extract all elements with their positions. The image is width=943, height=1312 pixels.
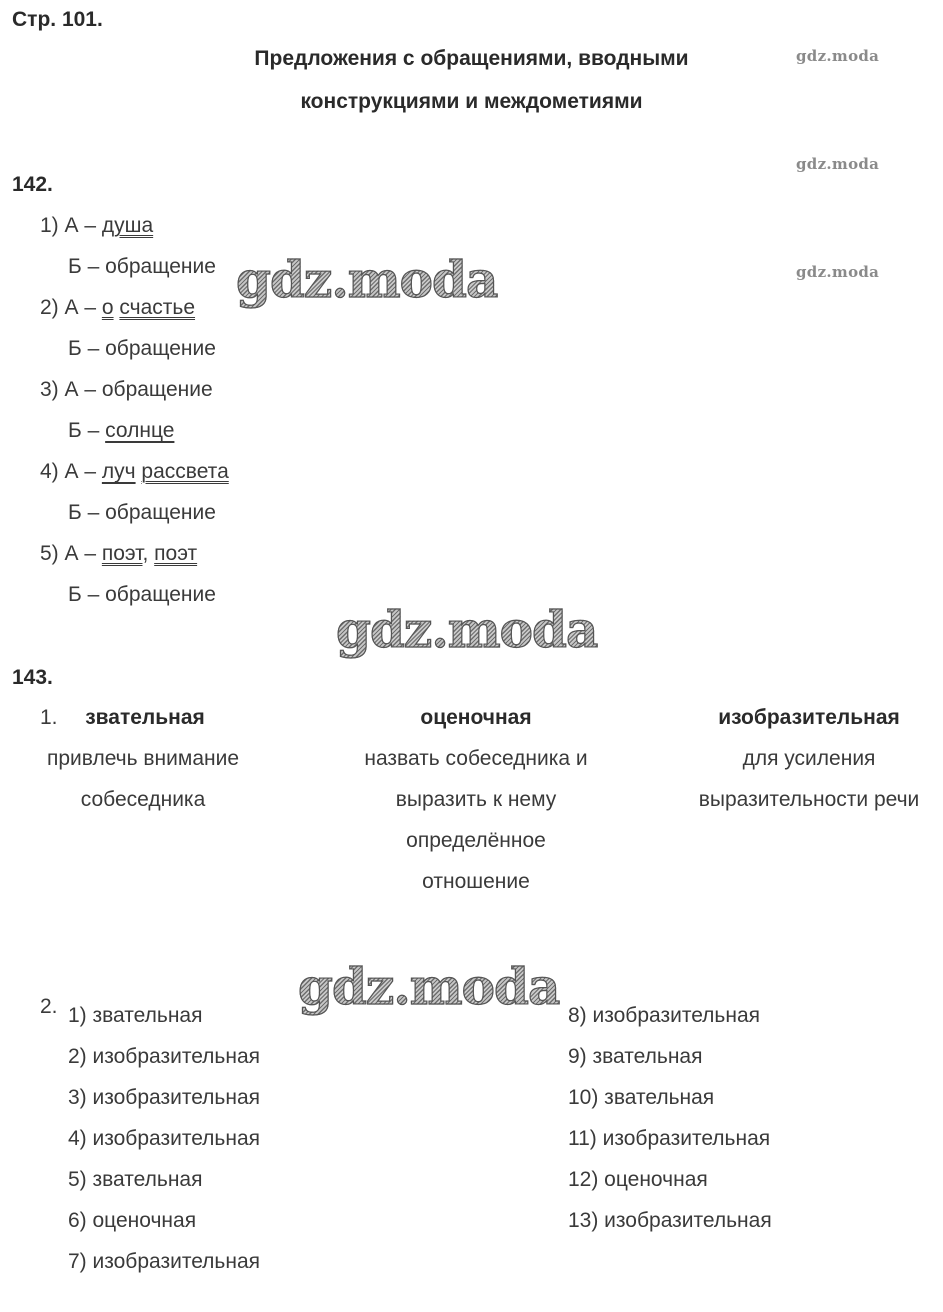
list-item: 5) звательная (68, 1168, 203, 1191)
watermark-large: gdz.moda (298, 957, 560, 1016)
page-label: Стр. 101. (12, 8, 103, 31)
column-line: привлечь внимание (46, 747, 239, 770)
subject-word: луч (101, 460, 136, 483)
watermark-large: gdz.moda (336, 600, 598, 659)
list-item: 10) звательная (568, 1086, 715, 1109)
column-evaluative (336, 697, 616, 902)
ex142-item-4b: Б – обращение (68, 501, 216, 524)
exercise-143-number: 143. (12, 666, 53, 689)
list-item: 9) звательная (568, 1045, 703, 1068)
part2-left-list (68, 995, 260, 1282)
column-heading: звательная (85, 706, 205, 729)
list-item: 6) оценочная (68, 1209, 197, 1232)
column-line: назвать собеседника и (364, 747, 588, 770)
list-item: 7) изобразительная (68, 1250, 261, 1273)
watermark-small: gdz.moda (796, 47, 880, 65)
watermark-small: gdz.moda (796, 263, 880, 281)
ex143-part2-number: 2. (40, 995, 58, 1018)
column-line: определённое (406, 829, 546, 852)
subject-word: счастье (119, 296, 196, 319)
column-line: собеседника (80, 788, 206, 811)
ex142-item-3b: Б – солнце (68, 419, 175, 442)
ex142-item-2b: Б – обращение (68, 337, 216, 360)
subject-word: поэт (154, 542, 198, 565)
subject-word: солнце (105, 419, 175, 442)
list-item: 3) изобразительная (68, 1086, 261, 1109)
subject-word: о (101, 296, 114, 319)
ex142-item-1b: Б – обращение (68, 255, 216, 278)
column-line: отношение (422, 870, 530, 893)
watermark-large: gdz.moda (236, 250, 498, 309)
list-item: 4) изобразительная (68, 1127, 261, 1150)
list-item: 13) изобразительная (568, 1209, 772, 1232)
part2-right-list (568, 995, 772, 1241)
subject-word: рассвета (141, 460, 229, 483)
ex142-item-5b: Б – обращение (68, 583, 216, 606)
column-heading: оценочная (420, 706, 532, 729)
ex142-item-2a: 2) А – о счастье (40, 296, 196, 319)
subject-word: душа (101, 214, 154, 237)
list-item: 2) изобразительная (68, 1045, 261, 1068)
ex142-item-3a: 3) А – обращение (40, 378, 213, 401)
watermark-small: gdz.moda (796, 155, 880, 173)
list-item: 8) изобразительная (568, 1004, 761, 1027)
column-line: выразительности речи (698, 788, 920, 811)
list-item: 12) оценочная (568, 1168, 708, 1191)
ex142-item-1a: 1) А – душа (40, 214, 154, 237)
list-item: 1) звательная (68, 1004, 203, 1027)
column-vocative (22, 697, 264, 820)
column-line: выразить к нему (395, 788, 557, 811)
page-title-line2: конструкциями и междометиями (300, 90, 643, 113)
ex142-item-5a: 5) А – поэт, поэт (40, 542, 198, 565)
ex142-item-4a: 4) А – луч рассвета (40, 460, 229, 483)
ex143-part1-number: 1. (40, 706, 58, 729)
page-title-line1: Предложения с обращениями, вводными (254, 47, 689, 70)
subject-word: поэт (101, 542, 143, 565)
list-item: 11) изобразительная (568, 1127, 771, 1150)
column-figurative (676, 697, 942, 820)
column-heading: изобразительная (718, 706, 900, 729)
exercise-142-number: 142. (12, 173, 53, 196)
column-line: для усиления (742, 747, 876, 770)
